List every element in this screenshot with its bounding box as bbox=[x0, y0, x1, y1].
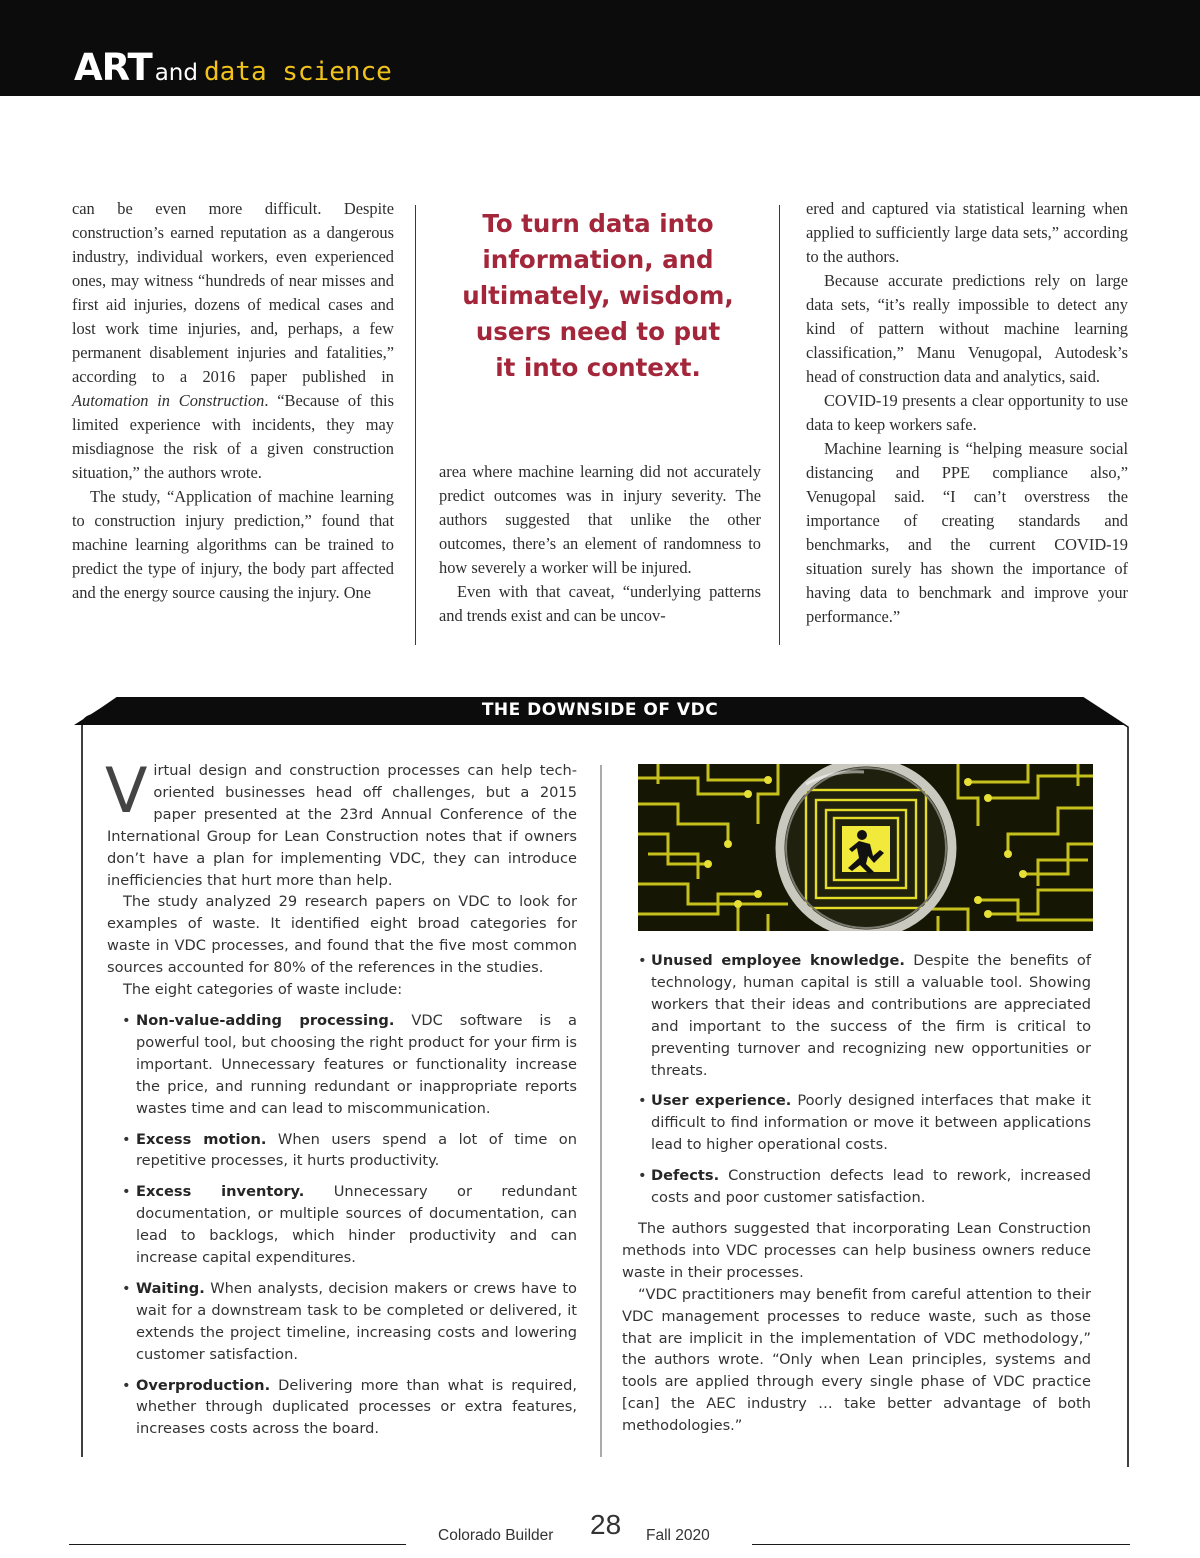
list-item: • Defects. Construction defects lead to rework, increased costs and poor customer satisfaction. bbox=[638, 1167, 1091, 1207]
section-logo bbox=[74, 46, 392, 90]
article-column-1 bbox=[72, 197, 394, 605]
bullet-icon: • bbox=[122, 1376, 131, 1394]
logo-data-science: data science bbox=[203, 57, 392, 87]
issue-date: Fall 2020 bbox=[646, 1527, 710, 1544]
list-item: • User experience. Poorly designed interfaces that make it difficult to find information or move it between applications lead to higher operational costs. bbox=[638, 1092, 1091, 1154]
list-item: • Unused employee knowledge. Despite the benefits of technology, human capital is still a valuable tool. Showing workers that their ideas and contributions are appreciated and important to the success of the firm is critical to preventing turnover and recognizing new opportunities or threats. bbox=[638, 952, 1091, 1079]
column-divider bbox=[415, 205, 416, 645]
paragraph: The study, “Application of machine learning to construction injury prediction,” found that machine learning algorithms can be trained to predict the type of injury, the body part affected and the energy source causing the injury. One bbox=[72, 487, 394, 602]
bullet-icon: • bbox=[638, 952, 647, 969]
waste-list-left bbox=[107, 1010, 577, 1440]
waste-list-right bbox=[622, 950, 1091, 1209]
sidebar-title: THE DOWNSIDE OF VDC bbox=[481, 700, 719, 720]
article-column-3 bbox=[806, 197, 1128, 629]
drop-cap: V bbox=[105, 754, 148, 827]
circuit-magnifier-illustration bbox=[638, 764, 1093, 931]
logo-and: and bbox=[154, 60, 198, 86]
sidebar-left-column bbox=[105, 754, 577, 1440]
paragraph: Because accurate predictions rely on large data sets, “it’s really impossible to detect any kind of pattern without machine learning classification,” Manu Venugopal, Autodesk’s head of construction data and analytics, said. bbox=[806, 271, 1128, 386]
sidebar-right-column bbox=[622, 950, 1091, 1437]
page-footer bbox=[0, 1493, 1200, 1553]
paragraph: Machine learning is “helping measure social distancing and PPE compliance also,” Venugopal said. “I can’t overstress the importance of creating standards and benchmarks, and the current COVID-19 situation surely has shown the importance of having data to benchmark and improve your performance.” bbox=[806, 439, 1128, 626]
paragraph: “VDC practitioners may benefit from careful attention to their VDC management processes to reduce waste, such as those that are implicit in the implementation of VDC methodology,” the authors wrote. “Only when Lean principles, systems and tools are applied through every single phase of VDC practice [can] the AEC industry … take better advantage of both methodologies.” bbox=[622, 1285, 1091, 1435]
paragraph: The study analyzed 29 research papers on VDC to look for examples of waste. It identified eight broad categories for waste in VDC processes, and found that the five most common sources accounted for 80% of the references in the studies. bbox=[107, 893, 577, 977]
page-number: 28 bbox=[590, 1509, 622, 1540]
paragraph: Even with that caveat, “underlying patterns and trends exist and can be uncov- bbox=[439, 582, 761, 625]
logo-art: ART bbox=[74, 46, 152, 89]
pull-quote: To turn data into information, and ultimately, wisdom, users need to put it into context. bbox=[462, 209, 734, 382]
paragraph: can be even more difficult. Despite construction’s earned reputation as a dangerous industry, individual workers, even experienced ones, may witness “hundreds of near misses and first aid injuries, dozens of medical cases and lost work time injuries, and, perhaps, a few permanent disablement injuries and fatalities,” according to a 2016 paper published in Automation in Construction. “Because of this limited experience with incidents, they may misdiagnose the risk of a given construction situation,” the authors wrote. bbox=[72, 199, 394, 482]
paragraph: area where machine learning did not accurately predict outcomes was in injury severity. The authors suggested that unlike the other outcomes, there’s an element of randomness to how severely a worker will be injured. bbox=[439, 462, 761, 577]
list-item: • Excess motion. When users spend a lot of time on repetitive processes, it hurts productivity. bbox=[122, 1130, 577, 1170]
paragraph: COVID-19 presents a clear opportunity to use data to keep workers safe. bbox=[806, 391, 1128, 434]
bullet-icon: • bbox=[638, 1167, 647, 1185]
paragraph: The eight categories of waste include: bbox=[123, 981, 403, 999]
journal-title: Automation in Construction bbox=[72, 391, 265, 410]
column-divider bbox=[779, 205, 780, 645]
bullet-icon: • bbox=[122, 1279, 131, 1297]
bullet-icon: • bbox=[122, 1183, 131, 1201]
paragraph: ered and captured via statistical learning when applied to sufficiently large data sets,” according to the authors. bbox=[806, 199, 1128, 266]
list-item: • Non-value-adding processing. VDC software is a powerful tool, but choosing the right product for your firm is important. Unnecessary features or functionality increase the price, and running redundant or inappropriate reports wastes time and can lead to miscommunication. bbox=[122, 1011, 577, 1117]
list-item: • Overproduction. Delivering more than what is required, whether through duplicated processes or extra features, increases costs across the board. bbox=[122, 1376, 577, 1438]
footer-rule-left bbox=[69, 1544, 406, 1545]
header-band bbox=[0, 0, 1200, 96]
article-column-2 bbox=[439, 460, 761, 628]
footer-rule-right bbox=[752, 1544, 1130, 1545]
bullet-icon: • bbox=[122, 1130, 131, 1148]
intro-paragraph: Virtual design and construction processes can help tech-oriented businesses head off challenges, but a 2015 paper presented at the 23rd Annual Conference of the International Group for Lean Construction notes that if owners don’t have a plan for implementing VDC, they can introduce inefficiencies that hurt more than help. bbox=[105, 754, 577, 889]
bullet-icon: • bbox=[122, 1011, 131, 1029]
list-item: • Waiting. When analysts, decision makers or crews have to wait for a downstream task to be completed or delivered, it extends the project timeline, increasing costs and lowering customer satisfaction. bbox=[122, 1279, 577, 1363]
list-item: • Excess inventory. Unnecessary or redundant documentation, or multiple sources of documentation, can lead to backlogs, which hinder productivity and can increase capital expenditures. bbox=[122, 1183, 577, 1267]
publication-name: Colorado Builder bbox=[438, 1527, 554, 1544]
bullet-icon: • bbox=[638, 1092, 647, 1110]
paragraph: The authors suggested that incorporating Lean Construction methods into VDC processes can help business owners reduce waste in their processes. bbox=[622, 1219, 1091, 1281]
sidebar-title-bar bbox=[118, 697, 1082, 724]
